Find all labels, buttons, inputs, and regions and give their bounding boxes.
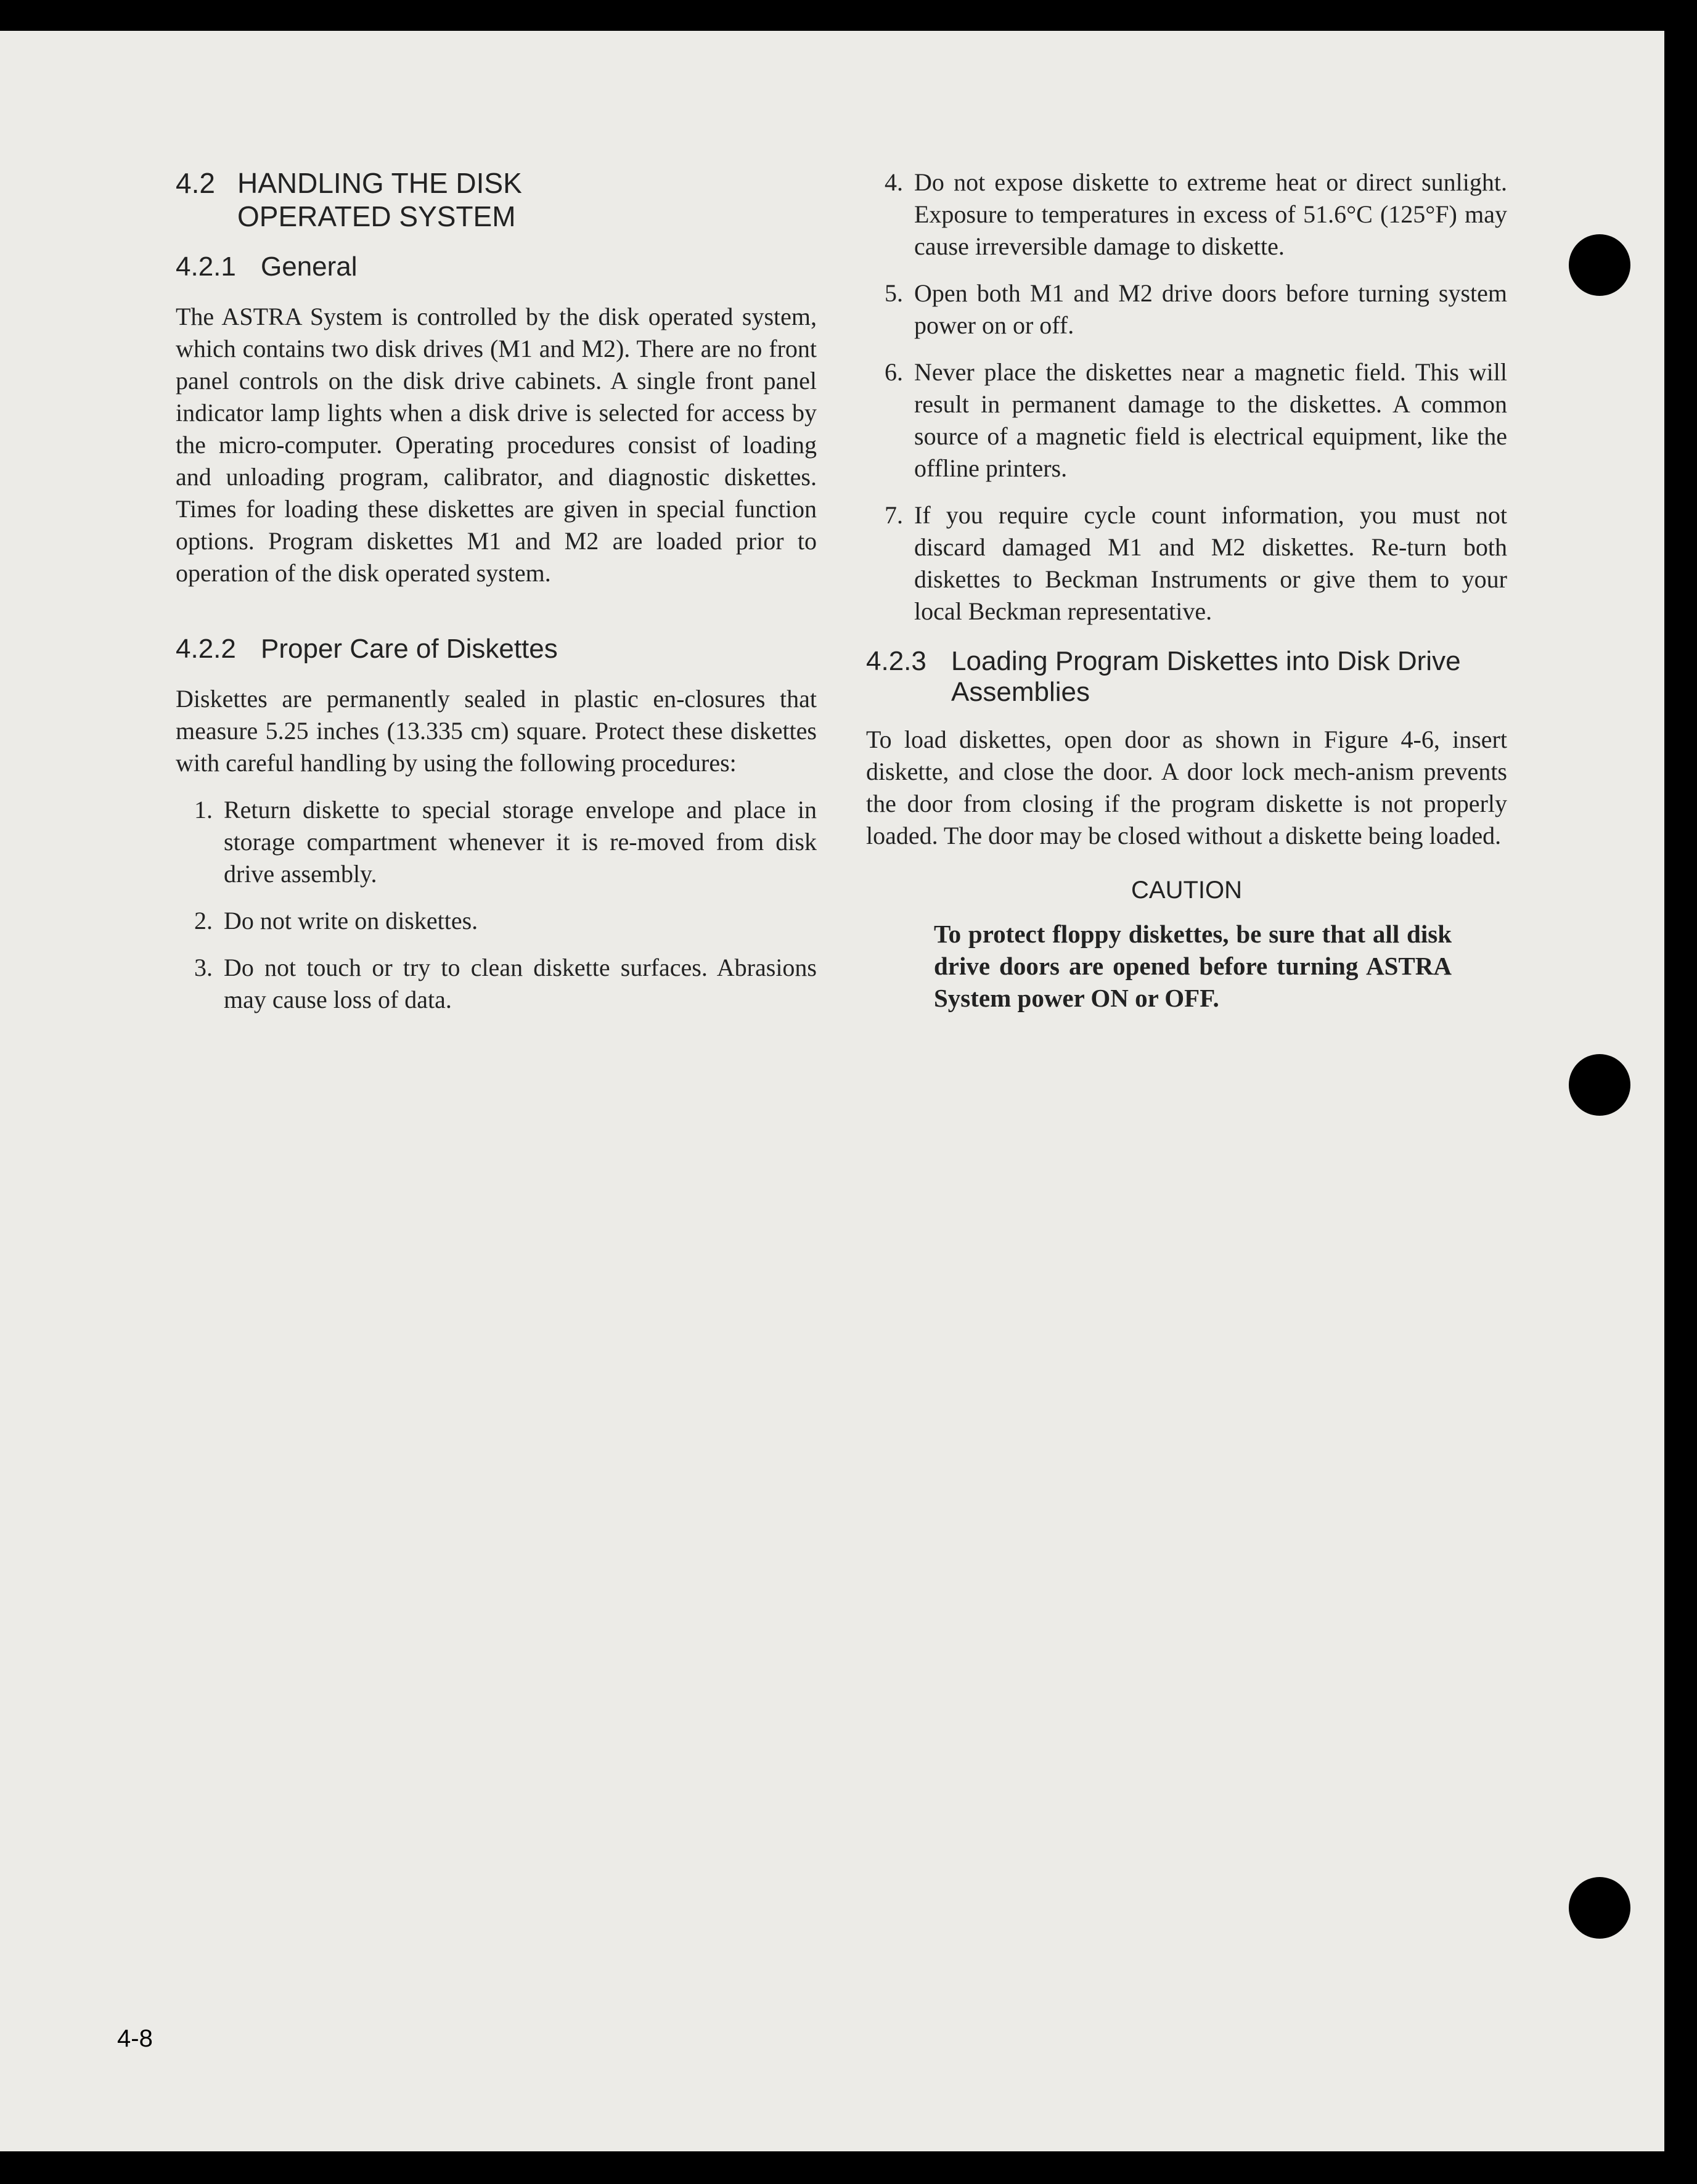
care-number: 4.2.2 (176, 634, 236, 664)
general-heading (176, 252, 817, 282)
care-title: Proper Care of Diskettes (261, 634, 558, 664)
list-item: 3. Do not touch or try to clean diskette surfaces. Abrasions may cause loss of data. (194, 954, 817, 1013)
section-number: 4.2 (176, 167, 215, 199)
care-list-part2 (866, 166, 1507, 628)
list-item: 4. Do not expose diskette to extreme heat or direct sunlight. Exposure to temperatures in excess of 51.6°C (125°F) may cause irreversible damage to diskette. (885, 168, 1507, 260)
binder-hole-top (1569, 234, 1630, 296)
general-body: The ASTRA System is controlled by the disk operated system, which contains two disk drives (M1 and M2). There are no front panel controls on the disk drive cabinets. A single front panel indicator lamp lights when a disk drive is selected for access by the micro-computer. Operating procedures consist of loading and unloading program, calibrator, and diagnostic diskettes. Times for loading these diskettes are given in special function options. Program diskettes M1 and M2 are loaded prior to operation of the disk operated system. (176, 303, 817, 587)
list-item: 7. If you require cycle count information, you must not discard damaged M1 and M2 diskettes. Re-turn both diskettes to Beckman Instruments or give them to your local Beckman representative. (885, 501, 1507, 625)
care-intro: Diskettes are permanently sealed in plastic en-closures that measure 5.25 inches (13.335 cm) square. Protect these diskettes with careful handling by using the following procedures: (176, 685, 817, 777)
loading-number: 4.2.3 (866, 646, 926, 676)
page-number: 4-8 (117, 2025, 153, 2052)
binder-hole-middle (1569, 1054, 1630, 1116)
loading-title: Loading Program Diskettes into Disk Drive Assemblies (951, 646, 1461, 707)
loading-body: To load diskettes, open door as shown in Figure 4-6, insert diskette, and close the door. A door lock mech-anism prevents the door from closing if the program diskette is not properly loaded. The door may be closed without a diskette being loaded. (866, 726, 1507, 849)
loading-heading (866, 646, 1507, 708)
general-number: 4.2.1 (176, 252, 236, 282)
list-item: 5. Open both M1 and M2 drive doors before turning system power on or off. (885, 279, 1507, 339)
section-title: HANDLING THE DISK OPERATED SYSTEM (237, 167, 522, 232)
binder-hole-bottom (1569, 1877, 1630, 1939)
list-item: 6. Never place the diskettes near a magnetic field. This will result in permanent damage to the diskettes. A common source of a magnetic field is electrical equipment, like the offline printers. (885, 358, 1507, 482)
care-list-part1 (176, 794, 817, 1016)
left-column (176, 166, 817, 1031)
right-column (866, 166, 1507, 1014)
caution-body: To protect floppy diskettes, be sure that all disk drive doors are opened before turning ASTRA System power ON or OFF. (934, 920, 1452, 1012)
general-title: General (261, 252, 358, 282)
list-item: 2. Do not write on diskettes. (194, 907, 478, 935)
care-heading (176, 634, 817, 665)
section-heading (176, 166, 817, 233)
list-item: 1. Return diskette to special storage envelope and place in storage compartment whenever it is re-moved from disk drive assembly. (194, 796, 817, 888)
caution-title: CAUTION (1131, 877, 1242, 904)
